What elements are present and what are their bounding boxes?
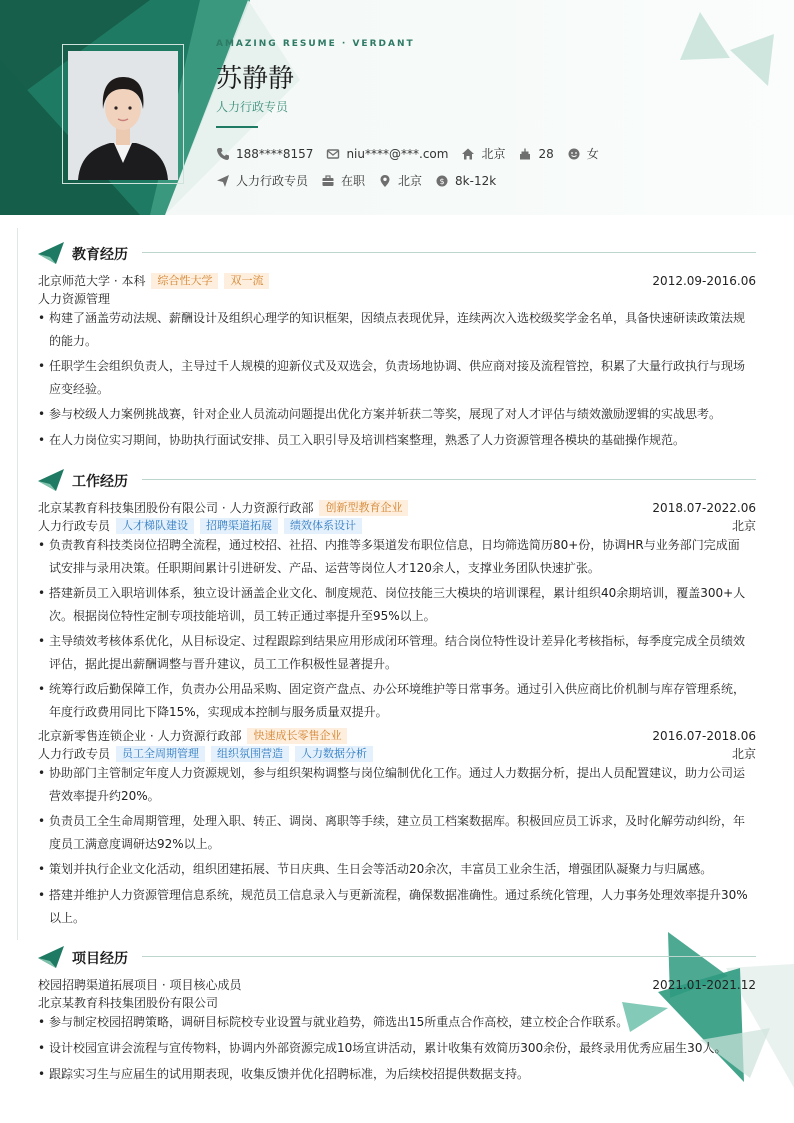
location-icon — [378, 174, 392, 188]
role-tag: 员工全周期管理 — [116, 746, 205, 762]
section-divider — [142, 252, 756, 253]
info-item-salary — [435, 174, 496, 188]
job-role-row — [38, 517, 756, 534]
send-icon — [216, 174, 230, 188]
salary-text: 8k-12k — [455, 173, 497, 188]
job-entry-header — [38, 727, 756, 744]
profile-photo — [68, 51, 178, 180]
phone-text: 188****8157 — [236, 146, 314, 161]
job-intent-row — [216, 172, 509, 189]
company-name: 北京某教育科技集团股份有限公司 · 人力资源行政部 — [38, 501, 314, 515]
list-item: • 参与校级人力案例挑战赛，针对企业人员流动问题提出优化方案并斩获二等奖，展现了对人才评估与绩效激励逻辑的实战思考。 — [38, 407, 722, 421]
school-name: 北京师范大学 · 本科 — [38, 274, 146, 288]
list-item: • 构建了涵盖劳动法规、薪酬设计及组织心理学的知识框架，因绩点表现优异，连续两次入选校级奖学金名单，具备快速研读政策法规的能力。 — [38, 311, 746, 348]
job-date: 2018.07-2022.06 — [652, 500, 756, 515]
section-title-education: 教育经历 — [72, 247, 128, 263]
project-org-row — [38, 994, 756, 1011]
briefcase-icon — [321, 174, 335, 188]
school-tag: 综合性大学 — [151, 273, 218, 289]
gender-text: 女 — [586, 147, 599, 161]
company-tag: 快速成长零售企业 — [247, 728, 347, 744]
project-entry-header — [38, 976, 756, 993]
role-tag: 组织氛围营造 — [211, 746, 289, 762]
major-name: 人力资源管理 — [38, 292, 111, 306]
list-item: • 策划并执行企业文化活动，组织团建拓展、节日庆典、生日会等活动20余次，丰富员工业余生活，增强团队凝聚力与归属感。 — [38, 862, 713, 876]
home-icon — [461, 147, 475, 161]
section-title-project: 项目经历 — [72, 951, 128, 967]
role-tag: 人才梯队建设 — [116, 518, 194, 534]
info-item-email — [326, 147, 448, 161]
role-tag: 招聘渠道拓展 — [200, 518, 278, 534]
project-name: 校园招聘渠道拓展项目 · 项目核心成员 — [38, 978, 242, 992]
info-item-city — [461, 145, 505, 162]
intent-city-text: 北京 — [398, 174, 423, 188]
section-divider — [142, 956, 756, 957]
role-name: 人力行政专员 — [38, 747, 111, 761]
left-accent-line — [17, 228, 18, 940]
intent-position-text: 人力行政专员 — [236, 174, 309, 188]
mail-icon — [326, 147, 340, 161]
list-item: • 设计校园宣讲会流程与宣传物料，协调内外部资源完成10场宣讲活动，累计收集有效简历300余份，最终录用优秀应届生30人。 — [38, 1041, 727, 1055]
resume-tagline: AMAZING RESUME · VERDANT — [216, 39, 415, 49]
list-item: • 在人力岗位实习期间，协助执行面试安排、员工入职引导及培训档案整理，熟悉了人力资源管理各模块的基础操作规范。 — [38, 433, 686, 447]
title-underline — [216, 126, 258, 128]
candidate-name: 苏静静 — [216, 64, 295, 94]
list-item: • 负责员工全生命周期管理，处理入职、转正、调岗、离职等手续，建立员工档案数据库。积极回应员工诉求，及时化解劳动纠纷，年度员工满意度调研达92%以上。 — [38, 814, 746, 851]
project-date: 2021.01-2021.12 — [652, 977, 756, 992]
education-major-row — [38, 290, 756, 307]
section-education-icon — [38, 242, 66, 264]
contact-info-row — [216, 145, 612, 162]
job-city: 北京 — [731, 519, 756, 533]
section-work-icon — [38, 469, 66, 491]
list-item: • 协助部门主管制定年度人力资源规划，参与组织架构调整与岗位编制优化工作。通过人力数据分析，提出人员配置建议，助力公司运营效率提升约20%。 — [38, 766, 746, 803]
salary-icon — [435, 174, 449, 188]
status-text: 在职 — [341, 174, 366, 188]
cake-icon — [518, 147, 532, 161]
list-item: • 统筹行政后勤保障工作，负责办公用品采购、固定资产盘点、办公环境维护等日常事务。通过引入供应商比价机制与库存管理系统，年度行政费用同比下降15%，实现成本控制与服务质量双提升。 — [38, 682, 746, 719]
list-item: • 搭建并维护人力资源管理信息系统，规范员工信息录入与更新流程，确保数据准确性。通过系统化管理，人力事务处理效率提升30%以上。 — [38, 888, 748, 925]
company-tag: 创新型教育企业 — [319, 500, 408, 516]
job-role-row — [38, 745, 756, 762]
phone-icon — [216, 147, 230, 161]
section-divider — [142, 479, 756, 480]
project-org: 北京某教育科技集团股份有限公司 — [38, 996, 219, 1010]
list-item: • 主导绩效考核体系优化，从目标设定、过程跟踪到结果应用形成闭环管理。结合岗位特性设计差异化考核指标，每季度完成全员绩效评估，据此提出薪酬调整与晋升建议，员工工作积极性显著提升。 — [38, 634, 746, 671]
job-title: 人力行政专员 — [216, 100, 289, 114]
section-project-icon — [38, 946, 66, 968]
info-item-intent-position — [216, 172, 308, 189]
education-entry-header — [38, 272, 756, 289]
info-item-status — [321, 172, 365, 189]
list-item: • 跟踪实习生与应届生的试用期表现，收集反馈并优化招聘标准，为后续校招提供数据支持。 — [38, 1067, 530, 1081]
job-date: 2016.07-2018.06 — [652, 728, 756, 743]
list-item: • 参与制定校园招聘策略，调研目标院校专业设置与就业趋势，筛选出15所重点合作高校，建立校企合作联系。 — [38, 1015, 629, 1029]
school-tag: 双一流 — [224, 273, 269, 289]
email-text: niu****@***.com — [346, 146, 449, 161]
city-text: 北京 — [481, 147, 506, 161]
age-text: 28 — [538, 146, 554, 161]
info-item-age — [518, 147, 553, 161]
education-date: 2012.09-2016.06 — [652, 273, 756, 288]
role-tag: 绩效体系设计 — [284, 518, 362, 534]
list-item: • 搭建新员工入职培训体系，独立设计涵盖企业文化、制度规范、岗位技能三大模块的培训课程，累计组织40余期培训，覆盖300+人次。根据岗位特性定制专项技能培训，员工转正通过率提升至95%以上。 — [38, 586, 746, 623]
info-item-phone — [216, 147, 313, 161]
role-name: 人力行政专员 — [38, 519, 111, 533]
job-entry-header — [38, 499, 756, 516]
section-title-work: 工作经历 — [72, 474, 128, 490]
role-tag: 人力数据分析 — [295, 746, 373, 762]
svg-text:$: $ — [439, 176, 445, 186]
list-item: • 负责教育科技类岗位招聘全流程，通过校招、社招、内推等多渠道发布职位信息，日均筛选简历80+份，协调HR与业务部门完成面试安排与录用决策。任职期间累计引进研发、产品、运营等岗位人才120余人，支撑业务团队快速扩张。 — [38, 538, 740, 575]
gender-icon — [567, 147, 581, 161]
job-city: 北京 — [731, 747, 756, 761]
info-item-gender — [567, 145, 599, 162]
company-name: 北京新零售连锁企业 · 人力资源行政部 — [38, 729, 242, 743]
info-item-intent-city — [378, 172, 422, 189]
list-item: • 任职学生会组织负责人，主导过千人规模的迎新仪式及双选会，负责场地协调、供应商对接及流程管控，积累了大量行政执行与现场应变经验。 — [38, 359, 746, 396]
